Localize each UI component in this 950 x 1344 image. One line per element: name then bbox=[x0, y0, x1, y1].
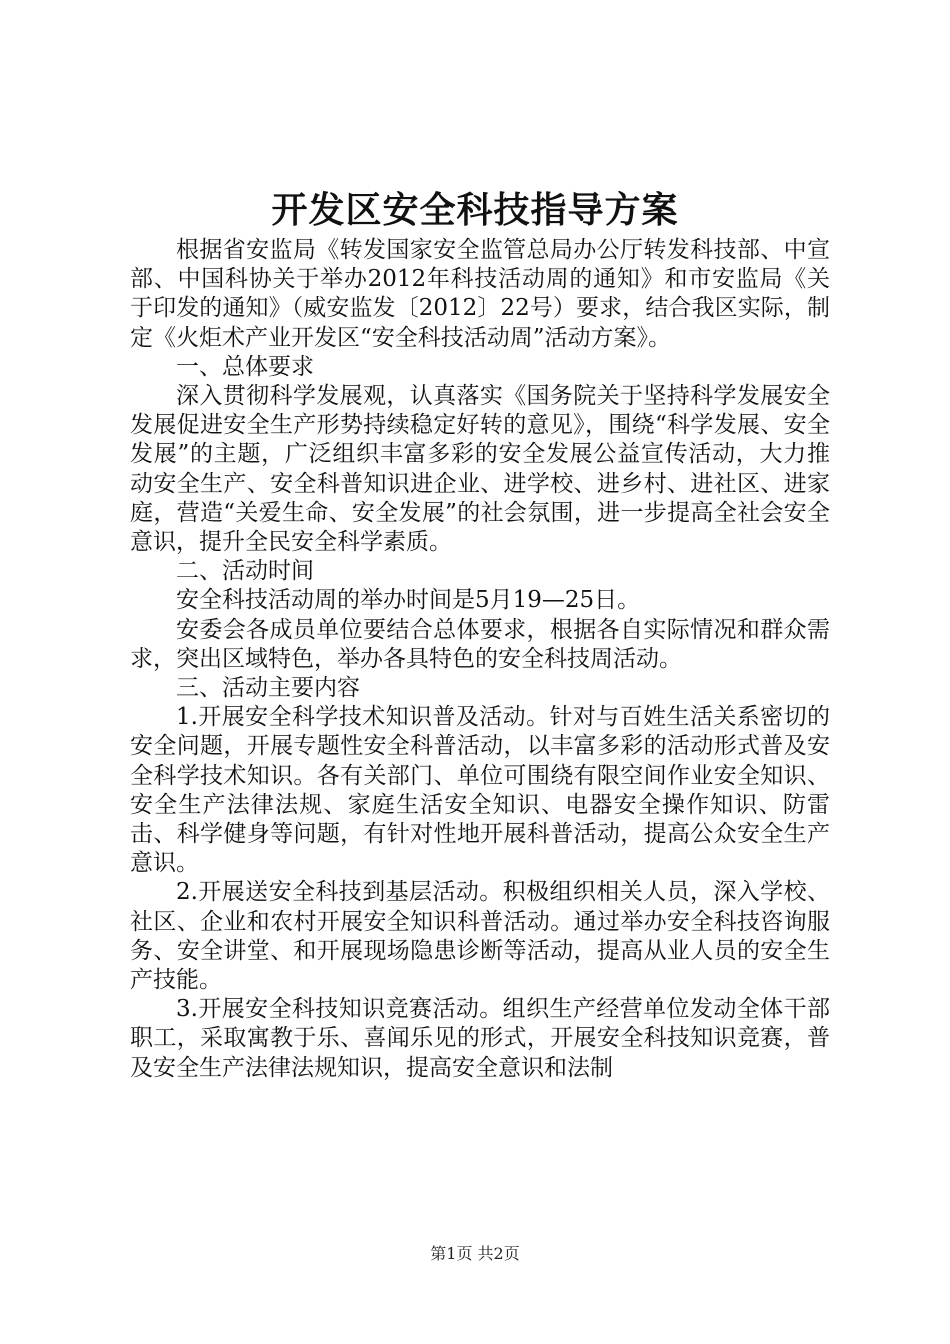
paragraph-general-requirements: 深入贯彻科学发展观，认真落实《国务院关于坚持科学发展安全发展促进安全生产形势持续稳定好转的意见》，围绕“科学发展、安全发展”的主题，广泛组织丰富多彩的安全发展公益宣传活动，大力推动安全生产、安全科普知识进企业、进学校、进乡村、进社区、进家庭，营造“关爱生命、安全发展”的社会氛围，进一步提高全社会安全意识，提升全民安全科学素质。 bbox=[130, 383, 830, 556]
paragraph-member-units: 安委会各成员单位要结合总体要求，根据各自实际情况和群众需求，突出区域特色，举办各具特色的安全科技周活动。 bbox=[130, 616, 830, 672]
page-number-footer: 第1页 共2页 bbox=[430, 1244, 520, 1263]
section-heading-general-requirements: 一、总体要求 bbox=[176, 353, 314, 380]
paragraph-activity-time: 安全科技活动周的举办时间是5月19—25日。 bbox=[176, 587, 641, 614]
paragraph-item-3: 3.开展安全科技知识竞赛活动。组织生产经营单位发动全体干部职工，采取寓教于乐、喜闻乐见的形式，开展安全科技知识竞赛，普及安全生产法律法规知识，提高安全意识和法制 bbox=[130, 996, 830, 1081]
section-heading-main-content: 三、活动主要内容 bbox=[176, 675, 360, 702]
paragraph-intro: 根据省安监局《转发国家安全监管总局办公厅转发科技部、中宣部、中国科协关于举办2012年科技活动周的通知》和市安监局《关于印发的通知》（威安监发〔2012〕22号）要求，结合我区实际，制定《火炬术产业开发区“安全科技活动周”活动方案》。 bbox=[130, 237, 830, 351]
paragraph-item-1: 1.开展安全科学技术知识普及活动。针对与百姓生活关系密切的安全问题，开展专题性安全科普活动，以丰富多彩的活动形式普及安全科学技术知识。各有关部门、单位可围绕有限空间作业安全知识、安全生产法律法规、家庭生活安全知识、电器安全操作知识、防雷击、科学健身等问题，有针对性地开展科普活动，提高公众安全生产意识。 bbox=[130, 704, 830, 877]
paragraph-item-2: 2.开展送安全科技到基层活动。积极组织相关人员，深入学校、社区、企业和农村开展安全知识科普活动。通过举办安全科技咨询服务、安全讲堂、和开展现场隐患诊断等活动，提高从业人员的安全生产技能。 bbox=[130, 879, 830, 994]
document-title: 开发区安全科技指导方案 bbox=[271, 189, 679, 231]
document-body bbox=[130, 236, 830, 1083]
section-heading-activity-time: 二、活动时间 bbox=[176, 558, 314, 585]
